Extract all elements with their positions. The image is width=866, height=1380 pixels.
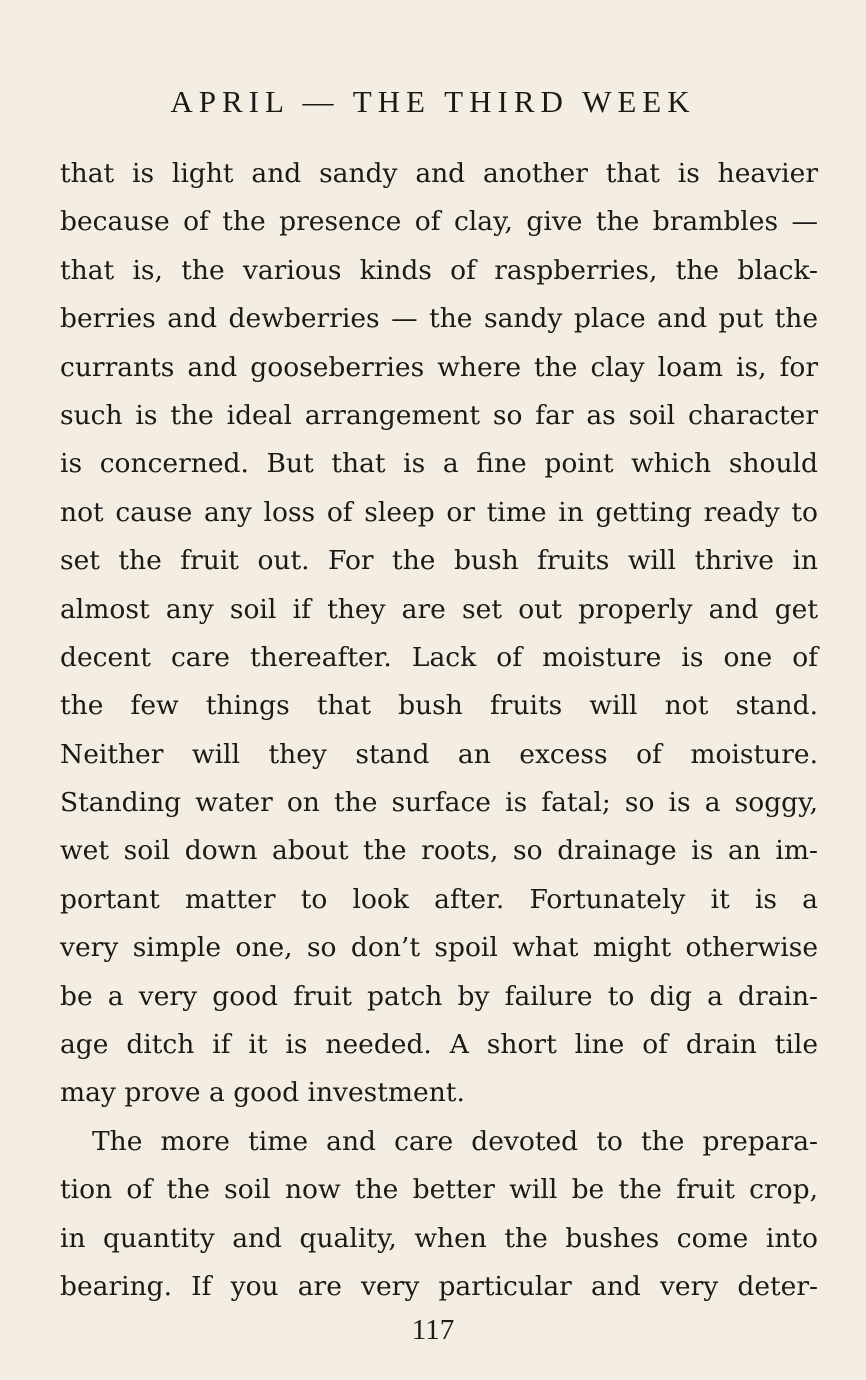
text-line: Neither will they stand an excess of moisture. bbox=[60, 738, 818, 770]
text-line: bearing. If you are very particular and very deter- bbox=[60, 1270, 818, 1302]
text-line: is concerned. But that is a fine point which should bbox=[60, 448, 818, 480]
page-number: 117 bbox=[411, 1314, 455, 1346]
paragraph-start-line: The more time and care devoted to the prepara- bbox=[92, 1125, 818, 1157]
text-line: that is, the various kinds of raspberries, the black- bbox=[60, 254, 818, 286]
text-line: set the fruit out. For the bush fruits will thrive in bbox=[60, 545, 818, 577]
body-text bbox=[60, 150, 818, 1311]
paragraph-end-line: may prove a good investment. bbox=[60, 1077, 465, 1109]
text-line: because of the presence of clay, give the brambles — bbox=[60, 206, 818, 238]
text-line: very simple one, so don’t spoil what might otherwise bbox=[60, 932, 818, 964]
text-line: in quantity and quality, when the bushes come into bbox=[60, 1222, 818, 1254]
text-line: age ditch if it is needed. A short line of drain tile bbox=[60, 1029, 818, 1061]
running-head: APRIL — THE THIRD WEEK bbox=[170, 84, 696, 119]
text-line: that is light and sandy and another that is heavier bbox=[60, 158, 818, 189]
text-line: not cause any loss of sleep or time in getting ready to bbox=[60, 496, 818, 528]
text-line: almost any soil if they are set out properly and get bbox=[60, 593, 818, 625]
text-line: decent care thereafter. Lack of moisture is one of bbox=[60, 641, 818, 673]
text-line: berries and dewberries — the sandy place and put the bbox=[60, 303, 818, 335]
text-line: currants and gooseberries where the clay loam is, for bbox=[60, 351, 818, 383]
text-line: the few things that bush fruits will not stand. bbox=[60, 690, 818, 722]
text-line: portant matter to look after. Fortunately it is a bbox=[60, 883, 818, 915]
text-line: be a very good fruit patch by failure to dig a drain- bbox=[60, 980, 818, 1012]
text-line: such is the ideal arrangement so far as soil character bbox=[60, 399, 818, 431]
text-line: tion of the soil now the better will be the fruit crop, bbox=[60, 1174, 818, 1206]
text-line: wet soil down about the roots, so drainage is an im- bbox=[60, 835, 818, 867]
text-line: Standing water on the surface is fatal; so is a soggy, bbox=[60, 787, 818, 819]
